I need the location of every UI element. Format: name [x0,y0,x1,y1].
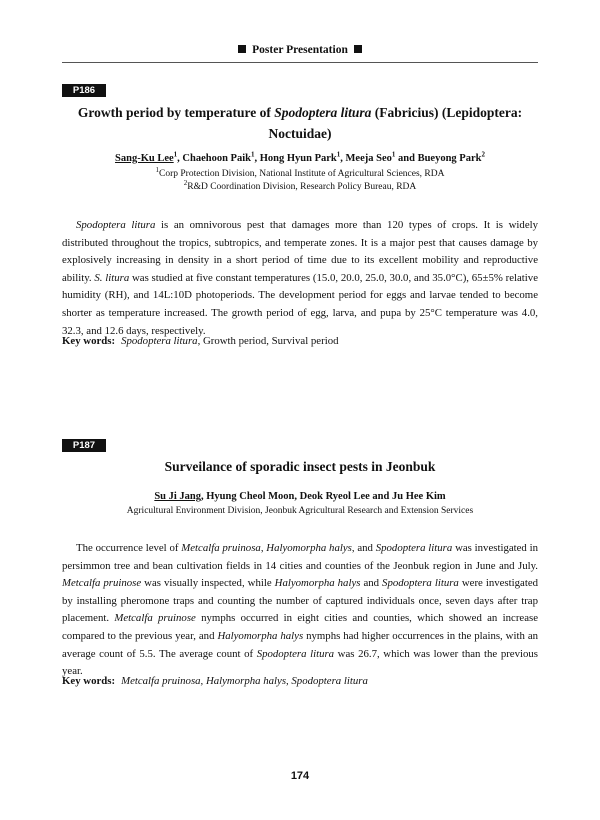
poster-title-p186: Growth period by temperature of Spodoptera litura (Fabricius) (Lepidoptera: Noctuidae) [77,105,523,141]
header-label: Poster Presentation [252,44,348,56]
poster-title-p187: Surveilance of sporadic insect pests in Jeonbuk [164,459,436,474]
page-number: 174 [290,770,310,782]
poster-tag-p187: P187 [62,439,106,452]
affiliation-1-p186: $^1$Corp Protection Division, National Institute of Agricultural Sciences, RDA [155,165,445,179]
presenting-author: Su Ji Jang [154,491,202,502]
author-list-p187: Su Ji Jang, Hyung Cheol Moon, Deok Ryeol Lee and Ju Hee Kim [154,491,446,502]
running-header [0,44,600,56]
abstract-p186: Spodoptera litura is an omnivorous pest that damages more than 120 types of crops. It is widely distributed throughout the tropics, subtropics, and temperate zones. It is a major pest that causes damage by explosively increasing in density in a short period of time due to its excellent mobility and reproductive ability. S. litura was studied at five constant temperatures (15.0, 20.0, 25.0, 30.0, and 35.0°C), 65±5% relative humidity (RH), and 14L:10D photoperiods. The development period for eggs and larvae tended to become shorter as temperature increased. The growth period of egg, larva, and pupa by 25°C temperature was 4.0, 32.3, and 12.6 days, respectively. [62,219,539,337]
square-bullet-icon [238,45,246,53]
affiliation-2-p186: $^2$R&D Coordination Division, Research Policy Bureau, RDA [183,178,417,192]
affiliation-p187: Agricultural Environment Division, Jeonbuk Agricultural Research and Extension Services [126,506,474,516]
abstract-p187: The occurrence level of Metcalfa pruinosa, Halyomorpha halys, and Spodoptera litura was investigated in persimmon tree and bean cultivation fields in 14 cities and counties of the Jeonbuk region in June and July. Metcalfa pruinose was visually inspected, while Halyomorpha halys and Spodoptera litura were investigated by installing pheromone traps and counting the number of captured individuals once, seven days after trap placement. Metcalfa pruinose nymphs occurred in eight cities and counties, which showed an increase compared to the previous year, and Halyomorpha halys nymphs had higher occurrences in the plains, with an average count of 5.5. The average count of Spodoptera litura was 26.7, which was lower than the previous year. [62,542,539,678]
poster-tag-p186: P186 [62,84,106,97]
author-list-p186: Sang-Ku Lee$^1$, Chaehoon Paik$^1$, Hong Hyun Park$^1$, Meeja Seo$^1$ and Bueyong Park$^2$ [115,150,485,164]
square-bullet-icon [354,45,362,53]
keywords-label: Key words: [62,675,116,687]
keywords-p186: Key words: Spodoptera litura, Growth period, Survival period [62,335,339,347]
keywords-p187: Key words: Metcalfa pruinosa, Halymorpha halys, Spodoptera litura [62,675,368,687]
presenting-author: Sang-Ku Lee [115,153,174,164]
species-name: Spodoptera litura [274,105,372,120]
keywords-label: Key words: [62,335,116,347]
header-divider [62,62,538,63]
